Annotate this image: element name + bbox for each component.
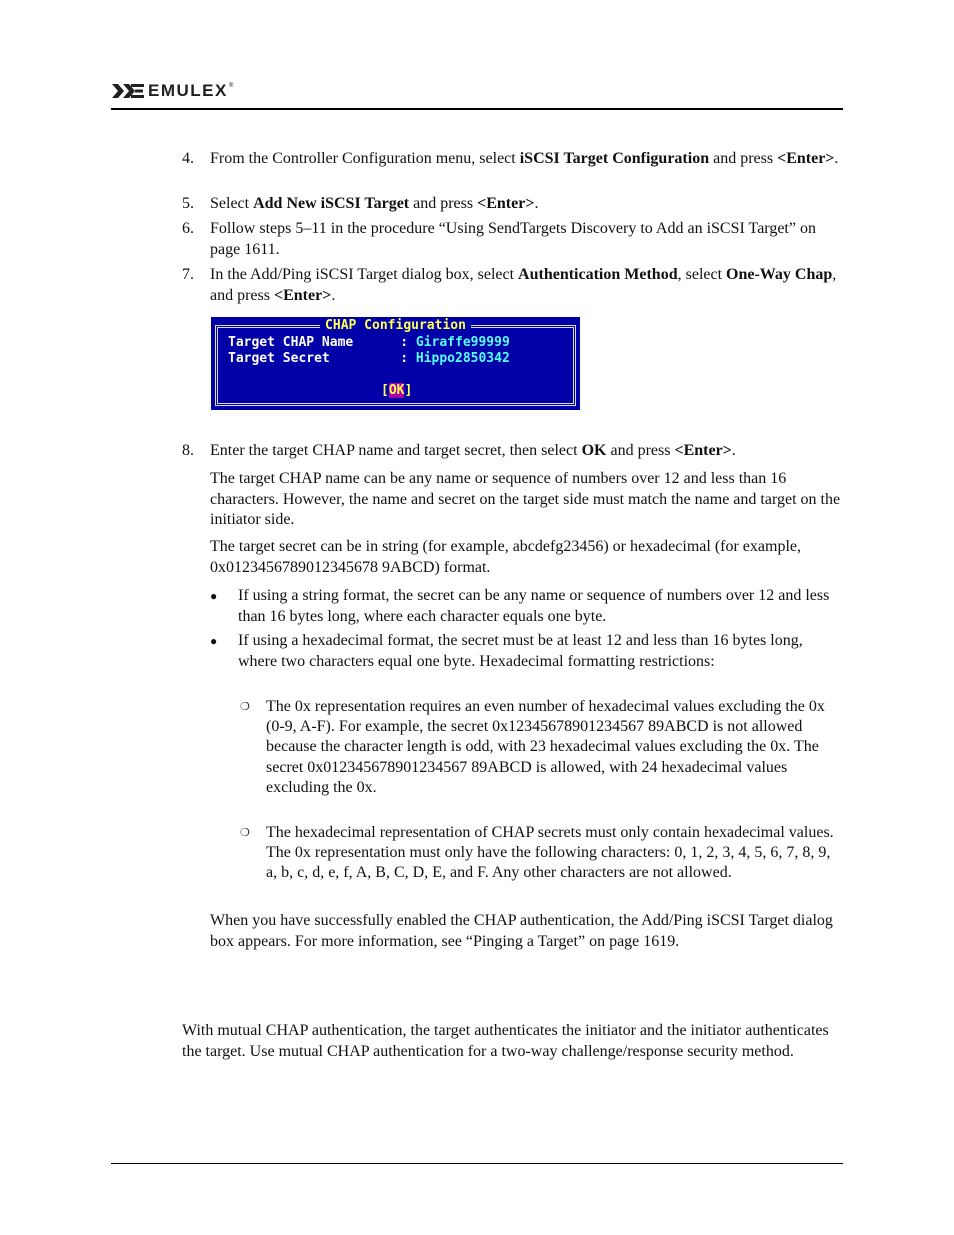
step-text: In the Add/Ping iSCSI Target dialog box, select Authentication Method, select One-Way Chap, and press <Enter>. xyxy=(210,266,837,304)
step-text: Select Add New iSCSI Target and press <Enter>. xyxy=(210,195,539,212)
step-5 xyxy=(182,194,842,215)
paragraph-mutual-chap: With mutual CHAP authentication, the target authenticates the initiator and the initiator authenticates the target. Use mutual CHAP authentication for a two-way challenge/response security method. xyxy=(182,1022,829,1060)
ok-button[interactable]: [OK] xyxy=(381,383,413,398)
paragraph-success: When you have successfully enabled the CHAP authentication, the Add/Ping iSCSI Target dialog box appears. For more information, see “Pinging a Target” on page 1619. xyxy=(210,912,833,950)
step-7 xyxy=(182,265,842,306)
paragraph-target-secret: The target secret can be in string (for example, abcdefg23456) or hexadecimal (for example, 0x0123456789012345678 9ABCD) format. xyxy=(210,538,801,576)
step-8 xyxy=(182,441,842,462)
step-text: From the Controller Configuration menu, select iSCSI Target Configuration and press <Enter>. xyxy=(210,150,839,167)
step-number: 6. xyxy=(182,220,194,237)
page-header xyxy=(111,80,233,102)
step-text: Enter the target CHAP name and target secret, then select OK and press <Enter>. xyxy=(210,442,736,459)
step-number: 5. xyxy=(182,195,194,212)
target-chap-name-label: Target CHAP Name xyxy=(228,335,354,350)
dialog-title: CHAP Configuration xyxy=(211,319,580,333)
bullet-icon: ● xyxy=(210,634,218,648)
logo-text: EMULEX xyxy=(148,81,228,100)
step-text: Follow steps 5–11 in the procedure “Using SendTargets Discovery to Add an iSCSI Target” on page 1611. xyxy=(210,220,816,258)
step-6 xyxy=(182,219,842,260)
logo-trademark: ® xyxy=(228,83,234,89)
step-number: 7. xyxy=(182,266,194,283)
target-secret-label: Target Secret xyxy=(228,351,330,366)
sub-list-item: ❍ The hexadecimal representation of CHAP secrets must only contain hexadecimal values. The 0x representation must only have the following characters: 0, 1, 2, 3, 4, 5, 6, 7, 8, 9, a, b, c, d, e, f, A, B, C, D, E, and F. Any other characters are not allowed. xyxy=(240,824,834,882)
sub-list-item: ❍ The 0x representation requires an even number of hexadecimal values excluding the 0x (0-9, A-F). For example, the secret 0x12345678901234567 89ABCD is not allowed because the character length is odd, with 23 hexadecimal values excluding the 0x. The secret 0x012345678901234567 89ABCD is allowed, with 24 hexadecimal values excluding the 0x. xyxy=(240,698,825,796)
list-item: ● If using a hexadecimal format, the secret must be at least 12 and less than 16 bytes long, where two characters equal one byte. Hexadecimal formatting restrictions: xyxy=(210,632,803,670)
bullet-icon: ● xyxy=(210,589,218,603)
step-number: 8. xyxy=(182,442,194,459)
footer-rule xyxy=(111,1163,843,1164)
chap-configuration-dialog xyxy=(211,317,580,410)
header-rule xyxy=(111,108,843,110)
step-number: 4. xyxy=(182,150,194,167)
list-item: ● If using a string format, the secret can be any name or sequence of numbers over 12 and less than 16 bytes long, where each character equals one byte. xyxy=(210,587,830,625)
target-chap-name-row[interactable]: Target CHAP Name : Giraffe99999 xyxy=(228,335,510,350)
sub-bullet-icon: ❍ xyxy=(240,827,250,839)
paragraph-chap-name: The target CHAP name can be any name or sequence of numbers over 12 and less than 16 characters. However, the name and secret on the target side must match the name and target on the initiator side. xyxy=(210,470,841,528)
step-4 xyxy=(182,149,842,170)
target-secret-row[interactable]: Target Secret : Hippo2850342 xyxy=(228,351,510,366)
emulex-logo-icon xyxy=(111,83,145,99)
sub-bullet-icon: ❍ xyxy=(240,701,250,713)
target-chap-name-field[interactable]: Giraffe99999 xyxy=(415,335,510,350)
target-secret-field[interactable]: Hippo2850342 xyxy=(415,351,510,366)
